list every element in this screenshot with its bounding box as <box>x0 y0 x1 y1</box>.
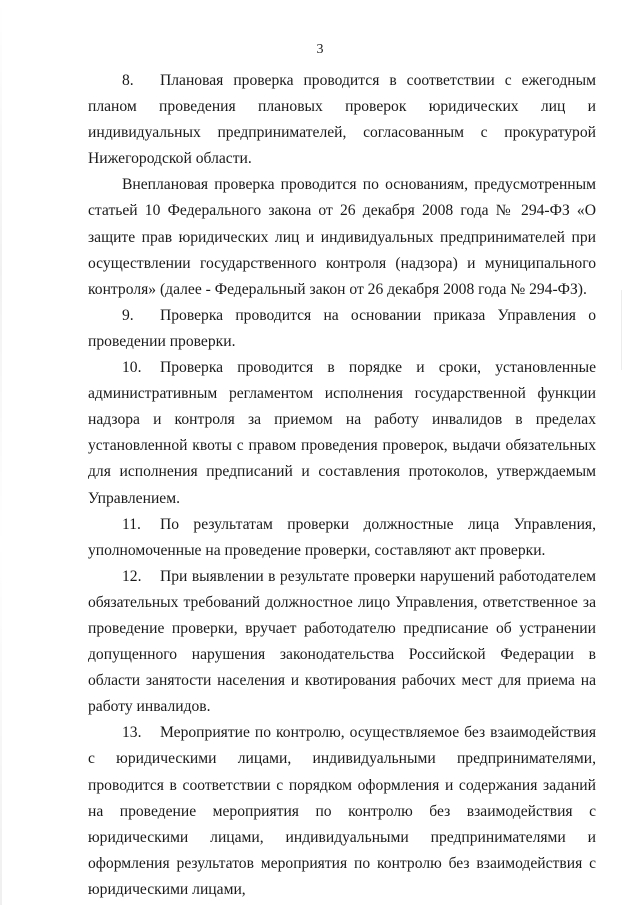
paragraph-number: 13. <box>122 724 142 742</box>
paragraph-number: 10. <box>122 359 142 377</box>
paragraph-9 <box>88 303 596 355</box>
paragraph-text: По результатам проверки должностные лица Управления, уполномоченные на проведение проверки, составляют акт проверки. <box>88 515 596 559</box>
paragraph-text: Проверка проводится в порядке и сроки, установленные административным регламентом исполнения государственной функции надзора и контроля за приемом на работу инвалидов в пределах установленной квоты с правом проведения проверок, выдачи обязательных для исполнения предписаний и составления протоколов, утверждаемым Управлением. <box>88 359 596 507</box>
paragraph-8 <box>88 68 596 172</box>
scan-artifact <box>621 290 622 370</box>
paragraph-unscheduled-inspection <box>88 172 596 302</box>
paragraph-10 <box>88 355 596 512</box>
paragraph-11 <box>88 512 596 564</box>
paragraph-text: Проверка проводится на основании приказа Управления о проведении проверки. <box>88 306 596 350</box>
paragraph-13 <box>88 720 596 903</box>
document-body <box>88 68 596 903</box>
paragraph-text: Мероприятие по контролю, осуществляемое без взаимодействия с юридическими лицами, индивидуальными предпринимателями, проводится в соответствии с порядком оформления и содержания заданий на проведение мероприятия по контролю без взаимодействия с юридическими лицами, индивидуальными предпринимателями и оформления результатов мероприятия по контролю без взаимодействия с юридическими лицами, <box>88 724 596 898</box>
paragraph-number: 9. <box>122 306 134 324</box>
paragraph-12 <box>88 564 596 721</box>
paragraph-number: 11. <box>122 515 141 533</box>
paragraph-number: 12. <box>122 567 142 585</box>
paragraph-number: 8. <box>122 72 134 89</box>
paragraph-text: При выявлении в результате проверки нарушений работодателем обязательных требований должностное лицо Управления, ответственное за проведение проверки, вручает работодателю предписание об устранении допущенного нарушения законодательства Российской Федерации в области занятости населения и квотирования рабочих мест для приема на работу инвалидов. <box>88 567 596 716</box>
scan-edge-shadow <box>0 0 2 905</box>
paragraph-text: Плановая проверка проводится в соответствии с ежегодным планом проведения плановых проверок юридических лиц и индивидуальных предпринимателей, согласованным с прокуратурой Нижегородской области. <box>88 72 596 168</box>
page-number: 3 <box>316 42 324 57</box>
paragraph-text: Внеплановая проверка проводится по основаниям, предусмотренным статьей 10 Федерального закона от 26 декабря 2008 года № 294-ФЗ «О защите прав юридических лиц и индивидуальных предпринимателей при осуществлении государственного контроля (надзора) и муниципального контроля» (далее - Федеральный закон от 26 декабря 2008 года № 294-ФЗ). <box>88 176 596 298</box>
